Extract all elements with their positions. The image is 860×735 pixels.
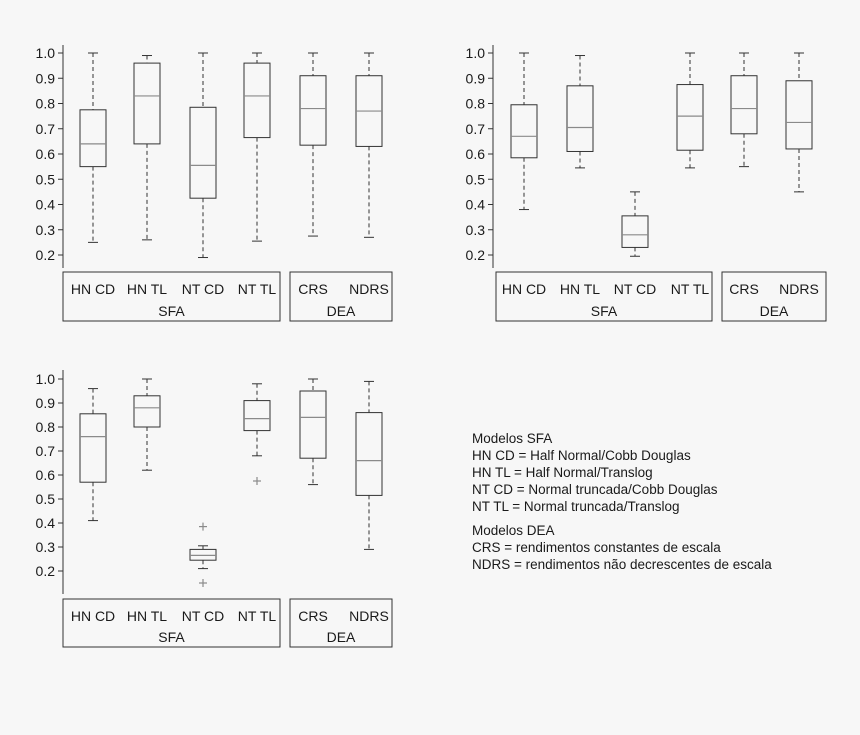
box-hn-cd <box>80 389 106 521</box>
y-tick-label: 0.3 <box>35 221 55 238</box>
category-label: CRS <box>298 608 328 624</box>
category-label: CRS <box>298 281 328 297</box>
box-iqr <box>134 63 160 144</box>
category-label: HN CD <box>70 608 116 624</box>
category-labels <box>63 272 392 321</box>
box-iqr <box>134 396 160 427</box>
box-iqr <box>567 86 593 152</box>
box-hn-tl <box>567 56 593 168</box>
box-ndrs <box>786 53 812 192</box>
category-labels <box>63 599 392 647</box>
box-iqr <box>244 63 270 137</box>
box-nt-cd <box>190 53 216 258</box>
legend-dea-title: Modelos DEA <box>472 523 555 538</box>
y-tick-label: 0.5 <box>35 491 55 507</box>
box-crs <box>300 53 326 236</box>
legend-sfa-item: NT TL = Normal truncada/Translog <box>472 499 680 514</box>
box-nt-tl <box>244 53 270 241</box>
box-iqr <box>511 105 537 158</box>
legend-sfa-title: Modelos SFA <box>472 431 553 446</box>
box-iqr <box>80 110 106 167</box>
category-label: NT CD <box>181 608 225 624</box>
category-labels <box>496 272 826 321</box>
box-hn-cd <box>511 53 537 210</box>
box-iqr <box>677 85 703 151</box>
legend-sfa-item: HN TL = Half Normal/Translog <box>472 465 653 480</box>
category-label: NT TL <box>237 608 277 624</box>
legend <box>472 430 772 580</box>
y-tick-label: 1.0 <box>35 45 55 61</box>
group-label: SFA <box>590 303 618 319</box>
box-nt-cd <box>190 523 216 587</box>
y-tick-label: 0.5 <box>35 171 55 188</box>
y-tick-label: 1.0 <box>35 371 55 387</box>
y-tick-label: 0.8 <box>465 95 485 112</box>
y-tick-label: 0.3 <box>465 221 485 238</box>
box-nt-tl <box>244 384 270 485</box>
y-tick-label: 1.0 <box>465 45 485 61</box>
y-tick-label: 0.7 <box>35 443 55 459</box>
box-iqr <box>622 216 648 248</box>
box-crs <box>731 53 757 167</box>
y-tick-label: 0.4 <box>35 515 55 531</box>
legend-sfa <box>472 430 772 515</box>
box-nt-cd <box>622 192 648 256</box>
y-tick-label: 0.2 <box>35 247 55 263</box>
box-iqr <box>356 413 382 496</box>
group-label: DEA <box>759 303 789 319</box>
boxplot-panel-3 <box>36 370 392 647</box>
box-iqr <box>300 76 326 145</box>
y-tick-label: 0.2 <box>35 563 55 579</box>
category-label: HN TL <box>126 281 168 297</box>
category-label: NDRS <box>349 281 389 297</box>
box-iqr <box>731 76 757 134</box>
group-label: SFA <box>158 629 185 645</box>
y-tick-label: 0.4 <box>465 196 485 213</box>
category-label: HN TL <box>559 281 601 297</box>
y-tick-label: 0.9 <box>35 395 55 411</box>
legend-dea <box>472 522 772 573</box>
y-tick-label: 0.5 <box>465 171 485 188</box>
y-tick-label: 0.6 <box>35 467 55 483</box>
y-tick-label: 0.9 <box>35 70 55 87</box>
category-label: NT TL <box>237 281 277 297</box>
category-label: NDRS <box>779 281 819 297</box>
box-ndrs <box>356 381 382 549</box>
box-hn-tl <box>134 379 160 470</box>
group-label: DEA <box>326 629 356 645</box>
legend-sfa-item: NT CD = Normal truncada/Cobb Douglas <box>472 482 718 497</box>
category-label: HN TL <box>126 608 168 624</box>
box-iqr <box>300 391 326 458</box>
boxplot-panel-2 <box>466 45 826 321</box>
category-label: HN CD <box>70 281 116 297</box>
y-tick-label: 0.7 <box>465 120 485 137</box>
y-tick-label: 0.3 <box>35 539 55 555</box>
category-label: NDRS <box>349 608 389 624</box>
box-nt-tl <box>677 53 703 168</box>
group-label: SFA <box>158 303 185 319</box>
box-iqr <box>244 401 270 431</box>
box-iqr <box>190 107 216 198</box>
y-tick-label: 0.2 <box>465 247 485 263</box>
box-iqr <box>786 81 812 149</box>
y-tick-label: 0.4 <box>35 196 55 213</box>
y-tick-label: 0.8 <box>35 419 55 435</box>
legend-sfa-item: HN CD = Half Normal/Cobb Douglas <box>472 448 691 463</box>
y-tick-label: 0.6 <box>465 146 485 162</box>
box-ndrs <box>356 53 382 237</box>
y-tick-label: 0.8 <box>35 95 55 112</box>
y-tick-label: 0.6 <box>35 146 55 162</box>
y-tick-label: 0.9 <box>465 70 485 87</box>
category-label: HN CD <box>501 281 547 297</box>
group-label: DEA <box>326 303 356 319</box>
boxplot-panel-1 <box>36 45 392 321</box>
category-label: CRS <box>729 281 759 297</box>
box-crs <box>300 379 326 485</box>
category-label: NT CD <box>613 281 657 297</box>
legend-dea-item: CRS = rendimentos constantes de escala <box>472 540 721 555</box>
box-hn-cd <box>80 53 106 242</box>
box-hn-tl <box>134 56 160 240</box>
category-label: NT CD <box>181 281 225 297</box>
category-label: NT TL <box>670 281 710 297</box>
legend-dea-item: NDRS = rendimentos não decrescentes de escala <box>472 557 772 572</box>
y-tick-label: 0.7 <box>35 120 55 137</box>
box-iqr <box>80 414 106 482</box>
